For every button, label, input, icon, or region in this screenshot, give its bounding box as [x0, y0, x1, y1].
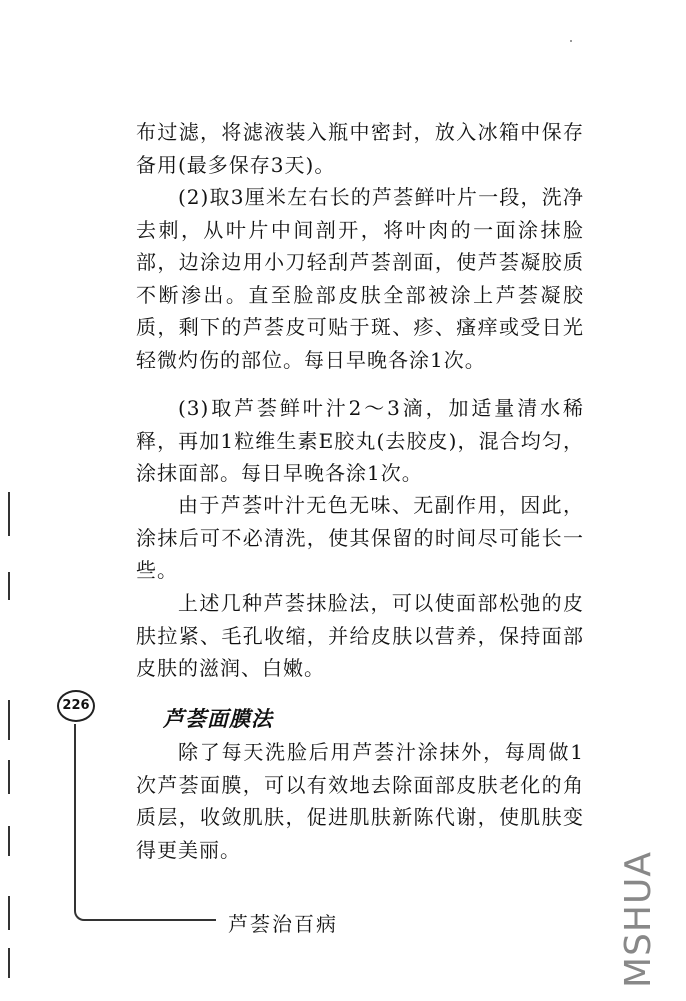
paragraph-method-2: (2)取3厘米左右长的芦荟鲜叶片一段，洗净去刺，从叶片中间剖开，将叶肉的一面涂抹脸部，边涂边用小刀轻刮芦荟剖面，使芦荟凝胶质不断渗出。直至脸部皮肤全部被涂上芦荟凝胶质，剩下的芦荟皮可贴于斑、疹、瘙痒或受日光轻微灼伤的部位。每日早晚各涂1次。 [136, 185, 584, 372]
page-number-bracket [74, 724, 216, 921]
margin-line [8, 700, 10, 740]
margin-line [8, 572, 10, 600]
margin-line [8, 896, 10, 930]
margin-line [8, 948, 10, 978]
margin-line [8, 826, 10, 856]
running-footer-title: 芦荟治百病 [228, 912, 338, 936]
watermark: MSHUA [618, 851, 659, 988]
paragraph-note: 由于芦荟叶汁无色无味、无副作用，因此，涂抹后可不必清洗，使其保留的时间尽可能长一些。 [136, 493, 584, 582]
scan-speck [570, 40, 572, 42]
page-number: 226 [57, 690, 95, 722]
paragraph-continued: 布过滤，将滤液装入瓶中密封，放入冰箱中保存备用(最多保存3天)。 [136, 120, 584, 177]
paragraph-face-mask: 除了每天洗脸后用芦荟汁涂抹外，每周做1次芦荟面膜，可以有效地去除面部皮肤老化的角质层，收敛肌肤，促进肌肤新陈代谢，使肌肤变得更美丽。 [136, 740, 584, 862]
section-heading: 芦荟面膜法 [163, 706, 273, 731]
margin-line [8, 760, 10, 794]
paragraph-method-3: (3)取芦荟鲜叶汁2～3滴，加适量清水稀释，再加1粒维生素E胶丸(去胶皮)，混合均匀，涂抹面部。每日早晚各涂1次。 [136, 396, 584, 485]
paragraph-summary: 上述几种芦荟抹脸法，可以使面部松弛的皮肤拉紧、毛孔收缩，并给皮肤以营养，保持面部皮肤的滋润、白嫩。 [136, 591, 584, 680]
margin-line [8, 492, 10, 536]
